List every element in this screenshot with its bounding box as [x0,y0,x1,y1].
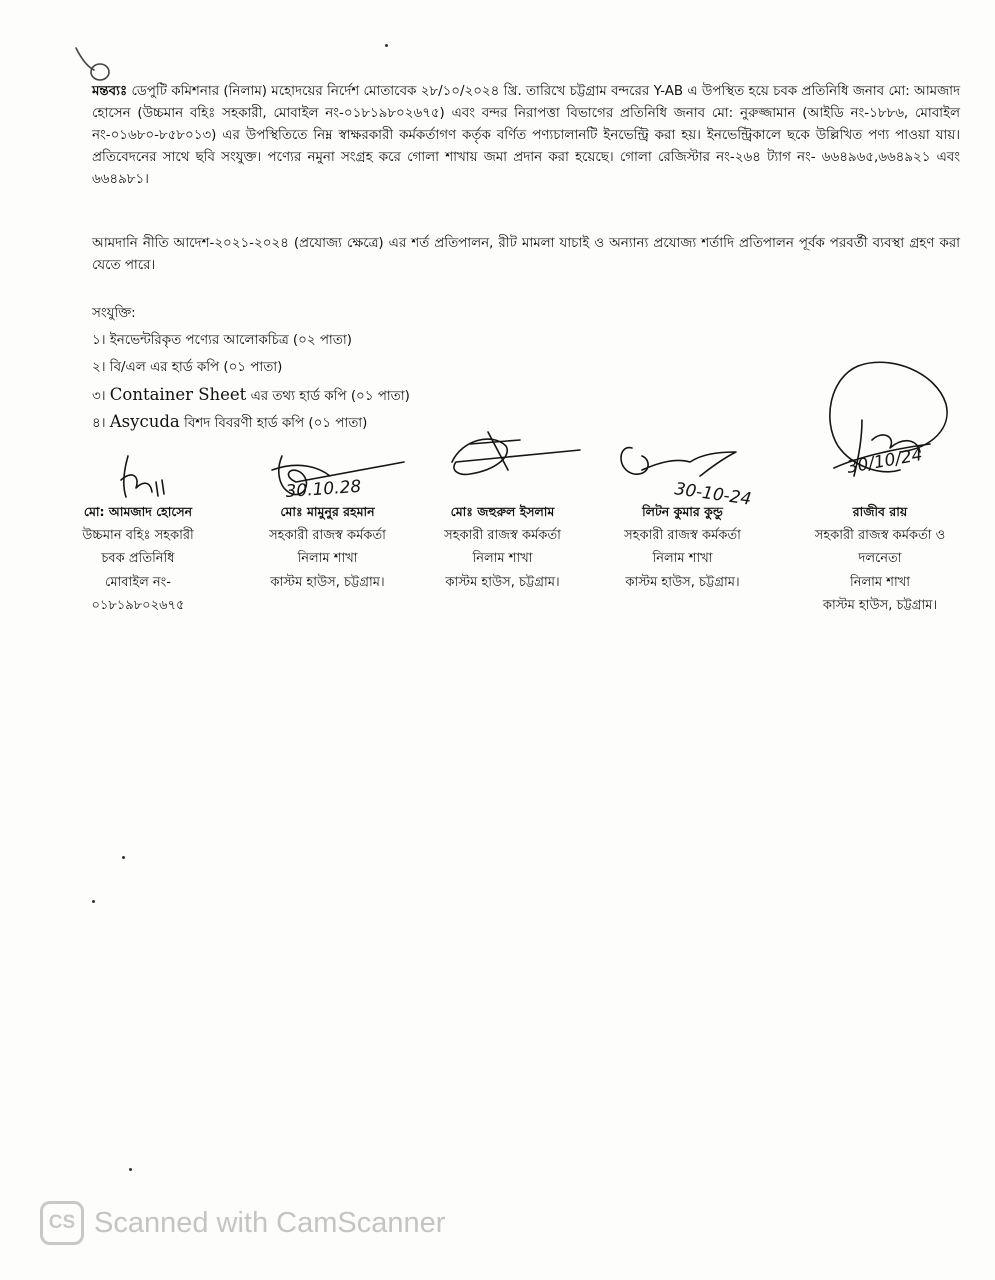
signatory-name: রাজীব রায় [852,504,908,519]
attachment-text: ইনভেন্টরিকৃত পণ্যের আলোকচিত্র (০২ পাতা) [109,333,352,348]
attachments-list [92,327,410,435]
scan-speck [122,856,125,859]
signatory-designation: উচ্চমান বহিঃ সহকারী [82,527,194,543]
punch-mark-icon [76,48,109,80]
signatory-section: নিলাম শাখা [849,574,911,590]
signatory-designation: সহকারী রাজস্ব কর্মকর্তা [624,527,741,543]
signatory-office: কাস্টম হাউস, চট্টগ্রাম। [445,574,560,590]
signatory-section: নিলাম শাখা [472,551,533,566]
signatory-block [795,500,965,618]
signatory-section: নিলাম শাখা [297,551,358,566]
signatory-block [605,500,760,594]
remarks-label: মন্তব্যঃ [92,84,128,100]
signatory-block [245,500,410,594]
policy-paragraph: আমদানি নীতি আদেশ-২০২১-২০২৪ (প্রযোজ্য ক্ষেত্রে) এর শর্ত প্রতিপালন, রীট মামলা যাচাই ও অন্যান্য প্রযোজ্য শর্তাদি প্রতিপালন পূর্বক পরবর্তী ব্যবস্থা গ্রহণ করা যেতে পারে। [92,236,960,274]
signature-2 [272,456,404,495]
signature-4 [621,448,736,476]
attachment-number: ৪। [92,416,106,431]
attachment-item [92,354,410,381]
camscanner-watermark [40,1198,445,1248]
scan-speck [385,44,388,47]
signatory-role: চবক প্রতিনিধি [101,551,175,566]
attachments-heading: সংযুক্তি: [92,306,136,321]
signatory-block [58,500,218,618]
signatory-designation: সহকারী রাজস্ব কর্মকর্তা [444,527,561,543]
scan-speck [129,1168,132,1171]
signature-date: 30-10-24 [673,479,753,510]
signatory-mobile-label: মোবাইল নং- [105,574,171,590]
signature-date: 30/10/24 [845,444,925,478]
remarks-paragraph [92,81,960,191]
signatory-office: কাস্টম হাউস, চট্টগ্রাম। [270,574,385,590]
attachment-text: বিশদ বিবরণী হার্ড কপি (০১ পাতা) [184,416,368,431]
attachment-item [92,381,410,408]
attachment-item [92,327,410,354]
signatory-section: নিলাম শাখা [652,551,713,566]
attachment-latin-term: Asycuda [109,412,180,431]
signatory-designation: সহকারী রাজস্ব কর্মকর্তা [269,527,386,543]
attachment-latin-term: Container Sheet [109,385,247,404]
attachment-number: ২। [92,360,106,375]
attachment-number: ৩। [92,389,106,404]
attachment-item [92,408,410,435]
signatory-name: মোঃ জহুরুল ইসলাম [450,504,555,519]
signature-1 [121,456,164,497]
attachment-number: ১। [92,333,106,348]
remarks-text: ডেপুটি কমিশনার (নিলাম) মহোদয়ের নির্দেশ মোতাবেক ২৮/১০/২০২৪ খ্রি. তারিখে চট্টগ্রাম বন্দরের Y-AB এ উপস্থিত হয়ে চবক প্রতিনিধি জনাব মো: আমজাদ হোসেন (উচ্চমান বহিঃ সহকারী, মোবাইল নং-০১৮১৯৮০২৬৭৫) এবং বন্দর নিরাপত্তা বিভাগের প্রতিনিধি জনাব মো: নুরুজ্জামান (আইডি নং-১৮৮৬, মোবাইল নং-০১৬৮০-৮৫৮০১৩) এর উপস্থিতিতে নিম্ন স্বাক্ষরকারী কর্মকর্তাগণ কর্তৃক বর্ণিত পণ্যচালানটি ইনভেন্ট্রি করা হয়। ইনভেন্ট্রিকালে ছকে উল্লিখিত পণ্য পাওয়া যায়। প্রতিবেদনের সাথে ছবি সংযুক্ত। পণ্যের নমুনা সংগ্রহ করে গোলা শাখায় জমা প্রদান করা হয়েছে। গোলা রেজিস্টার নং-২৬৪ ট্যাগ নং- ৬৬৪৯৬৫,৬৬৪৯২১ এবং ৬৬৪৯৮১। [92,84,960,188]
signatory-designation: সহকারী রাজস্ব কর্মকর্তা ও [814,527,946,543]
signatory-office: কাস্টম হাউস, চট্টগ্রাম। [625,574,740,590]
signature-5 [830,362,947,476]
signatory-name: মো: আমজাদ হোসেন [83,504,193,519]
signatory-office: কাস্টম হাউস, চট্টগ্রাম। [822,598,938,613]
scan-speck [92,900,95,903]
camscanner-logo-icon: CS [40,1201,84,1245]
signature-3 [452,432,580,474]
watermark-text: Scanned with CamScanner [94,1206,446,1239]
signatory-block [425,500,580,594]
attachment-text: বি/এল এর হার্ড কপি (০১ পাতা) [109,360,283,375]
signature-date: 30.10.28 [284,476,362,502]
attachment-text: এর তথ্য হার্ড কপি (০১ পাতা) [250,389,410,404]
signatory-name: লিটন কুমার কুন্ডু [642,504,723,519]
signatory-role: দলনেতা [858,551,902,566]
signatory-name: মোঃ মামুনুর রহমান [280,504,375,519]
signatory-mobile-number: ০১৮১৯৮০২৬৭৫ [91,598,185,613]
